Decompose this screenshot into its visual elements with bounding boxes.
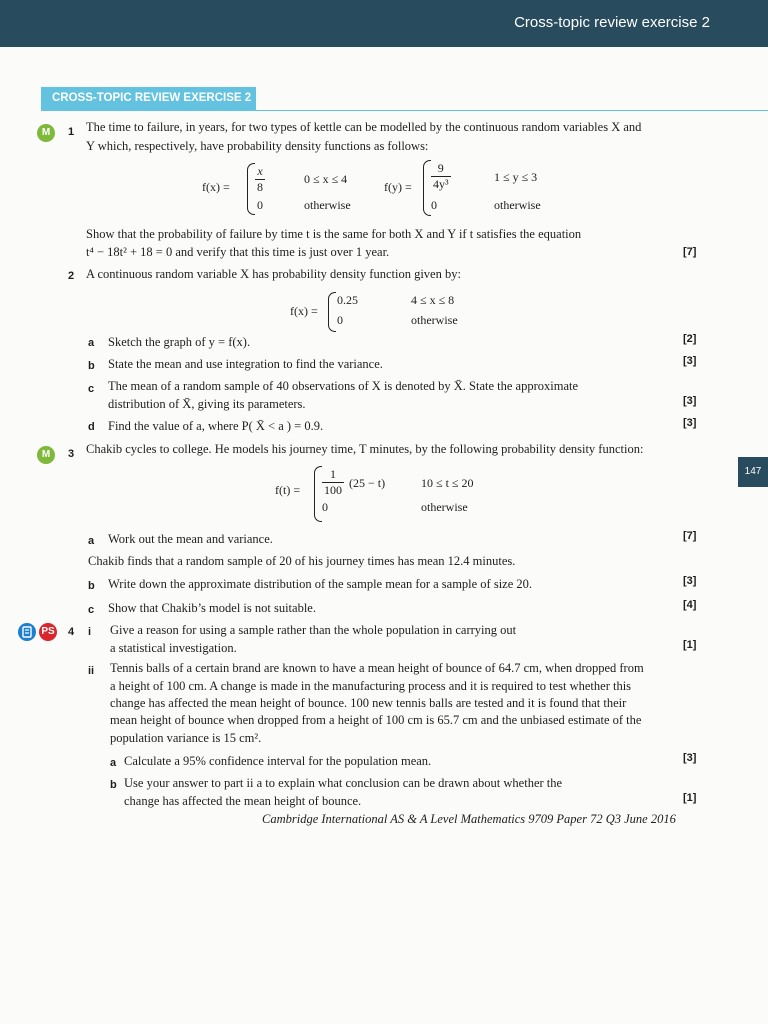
q1-fx-cond2: otherwise (304, 198, 351, 212)
fraction (322, 467, 344, 498)
q3-mid: Chakib finds that a random sample of 20 of his journey times has mean 12.4 minutes. (88, 554, 516, 568)
q2-f-zero: 0 (337, 313, 343, 327)
q3-f-frac (322, 467, 344, 498)
q1-fx-lhs: f(x) = (202, 180, 230, 194)
q4-number: 4 (68, 626, 75, 638)
section-rule (41, 110, 768, 111)
section-label: CROSS-TOPIC REVIEW EXERCISE 2 (52, 92, 252, 104)
problem-solving-badge-icon: PS (39, 623, 57, 641)
q3-f-num: 1 (322, 467, 344, 483)
q4-i-text2: a statistical investigation. (110, 641, 237, 655)
q4-ii-label: ii (88, 665, 95, 677)
q2-f-lhs: f(x) = (290, 304, 318, 318)
q1-fy-frac (431, 161, 451, 192)
q3-c-marks: [4] (683, 599, 697, 611)
q1-fx-cond1: 0 ≤ x ≤ 4 (304, 172, 348, 186)
q1-marks: [7] (683, 246, 697, 258)
q3-b-marks: [3] (683, 575, 697, 587)
q3-intro: Chakib cycles to college. He models his journey time, T minutes, by the following probability density function: (86, 442, 644, 456)
q2-number: 2 (68, 270, 75, 282)
q1-fx-frac (255, 164, 265, 195)
q1-line4: t⁴ − 18t² + 18 = 0 and verify that this time is just over 1 year. (86, 245, 390, 259)
textbook-badge-icon (18, 623, 36, 641)
q3-f-lhs: f(t) = (275, 483, 301, 497)
q2-a-text: Sketch the graph of y = f(x). (108, 335, 251, 349)
q2-b-marks: [3] (683, 355, 697, 367)
q3-f-cond2: otherwise (421, 500, 468, 514)
q1-line1: The time to failure, in years, for two types of kettle can be modelled by the continuous random variables X and (86, 120, 642, 134)
q4-ii-text1: Tennis balls of a certain brand are known to have a mean height of bounce of 64.7 cm, when dropped from (110, 661, 644, 675)
q4-b-label: b (110, 779, 117, 791)
q1-line2: Y which, respectively, have probability density functions as follows: (86, 139, 429, 153)
q4-ii-text5: population variance is 15 cm². (110, 731, 262, 745)
q4-a-marks: [3] (683, 752, 697, 764)
q4-b-text2: change has affected the mean height of bounce. (124, 794, 362, 808)
q3-f-zero: 0 (322, 500, 328, 514)
q4-b-marks: [1] (683, 792, 697, 804)
q3-f-tail: (25 − t) (349, 476, 386, 490)
header-bar (0, 0, 768, 47)
q3-f-den: 100 (324, 483, 342, 497)
q2-c-text1: The mean of a random sample of 40 observations of X is denoted by X̄. State the approximate (108, 379, 579, 393)
q2-c-text2: distribution of X̄, giving its parameters. (108, 397, 306, 411)
q4-a-label: a (110, 757, 117, 769)
q3-a-text: Work out the mean and variance. (108, 532, 273, 546)
q2-a-marks: [2] (683, 333, 697, 345)
q2-d-label: d (88, 421, 95, 433)
q2-b-text: State the mean and use integration to find the variance. (108, 357, 383, 371)
pencil-icon (18, 623, 36, 641)
q2-d-marks: [3] (683, 417, 697, 429)
q4-ii-text3: change has affected the mean height of bounce. 100 new tennis balls are tested and it is found that their (110, 696, 627, 710)
q1-fy-cond2: otherwise (494, 198, 541, 212)
q4-i-label: i (88, 626, 92, 638)
q3-brace (314, 466, 322, 522)
page-number: 147 (738, 457, 768, 487)
q2-f-val: 0.25 (337, 293, 358, 307)
q2-a-label: a (88, 337, 95, 349)
header-title: Cross-topic review exercise 2 (514, 14, 710, 31)
q2-d-text: Find the value of a, where P( X̄ < a ) = 0.9. (108, 419, 324, 433)
q1-fy-lhs: f(y) = (384, 180, 412, 194)
q3-a-label: a (88, 535, 95, 547)
q3-b-text: Write down the approximate distribution of the sample mean for a sample of size 20. (108, 577, 533, 591)
fraction (255, 164, 265, 195)
q3-c-text: Show that Chakib’s model is not suitable. (108, 601, 316, 615)
q1-fx-brace (247, 163, 255, 215)
q4-a-text: Calculate a 95% confidence interval for the population mean. (124, 754, 432, 768)
q4-source: Cambridge International AS & A Level Mathematics 9709 Paper 72 Q3 June 2016 (262, 812, 676, 826)
q4-ii-text4: mean height of bounce when dropped from a height of 100 cm is 65.7 cm and the unbiased estimate of the (110, 713, 642, 727)
q1-fy-den: 4y³ (433, 177, 449, 191)
q1-fy-zero: 0 (431, 198, 437, 212)
q2-f-cond2: otherwise (411, 313, 458, 327)
q2-f-cond1: 4 ≤ x ≤ 8 (411, 293, 455, 307)
q4-b-text1: Use your answer to part ii a to explain what conclusion can be drawn about whether the (124, 776, 563, 790)
q2-brace (328, 292, 336, 332)
q3-f-cond1: 10 ≤ t ≤ 20 (421, 476, 474, 490)
q3-b-label: b (88, 580, 95, 592)
q2-c-label: c (88, 383, 95, 395)
q4-i-marks: [1] (683, 639, 697, 651)
q1-fx-den: 8 (257, 180, 263, 194)
q1-number: 1 (68, 126, 75, 138)
q3-c-label: c (88, 604, 95, 616)
q3-number: 3 (68, 448, 75, 460)
q2-b-label: b (88, 360, 95, 372)
q1-fx-num: x (255, 164, 265, 180)
fraction (431, 161, 451, 192)
q2-c-marks: [3] (683, 395, 697, 407)
q1-fy-num: 9 (431, 161, 451, 177)
section-tab (41, 87, 256, 110)
q4-i-text1: Give a reason for using a sample rather than the whole population in carrying out (110, 623, 517, 637)
q2-intro: A continuous random variable X has probability density function given by: (86, 267, 461, 281)
q3-a-marks: [7] (683, 530, 697, 542)
mathematical-badge-icon: M (37, 446, 55, 464)
q1-fy-cond1: 1 ≤ y ≤ 3 (494, 170, 538, 184)
q4-ii-text2: a height of 100 cm. A change is made in the manufacturing process and it is required to test whether this (110, 679, 632, 693)
q1-fx-zero: 0 (257, 198, 263, 212)
q1-line3: Show that the probability of failure by time t is the same for both X and Y if t satisfies the equation (86, 227, 582, 241)
mathematical-badge-icon: M (37, 124, 55, 142)
q1-fy-brace (423, 160, 431, 216)
